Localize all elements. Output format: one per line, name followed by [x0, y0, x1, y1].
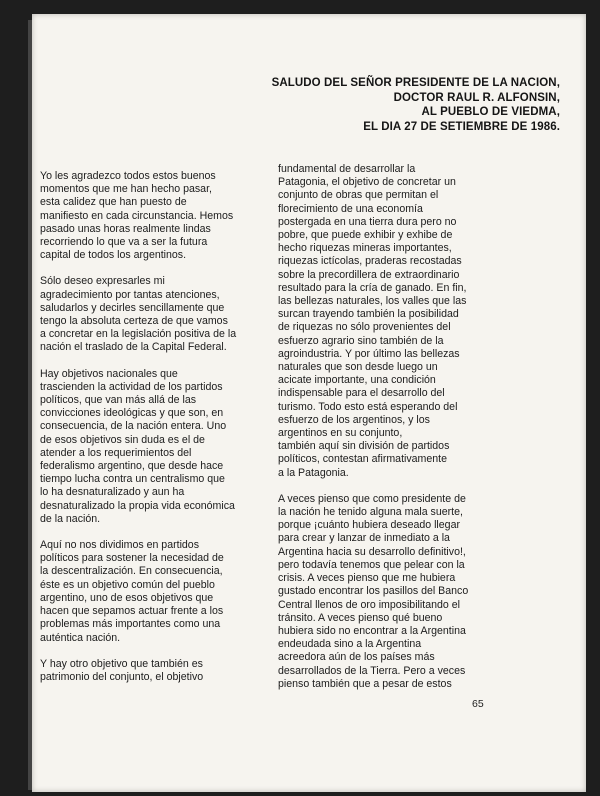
text-line: la nación he tenido alguna mala suerte,: [278, 506, 463, 519]
text-line: pasado unas horas realmente lindas: [40, 222, 211, 235]
text-line: esfuerzo agrario sino también de la: [278, 334, 444, 347]
left-column: [40, 170, 272, 697]
text-line: para crear y lanzar de inmediato a la: [278, 532, 450, 545]
text-line: Aquí no nos dividimos en partidos: [40, 539, 199, 552]
text-line: consecuencia, de la nación entera. Uno: [40, 420, 227, 433]
text-line: de riquezas no sólo provenientes del: [278, 321, 451, 334]
text-line: recorriendo lo que va a ser la futura: [40, 236, 208, 249]
text-line: agradecimiento por tantas atenciones,: [40, 288, 220, 301]
paragraph: [40, 539, 272, 645]
text-line: nación el traslado de la Capital Federal.: [40, 341, 227, 354]
text-line: endeudada sino a la Argentina: [278, 638, 422, 651]
text-line: Y hay otro objetivo que también es: [40, 657, 203, 670]
page-number: 65: [472, 698, 484, 710]
text-line: la descentralización. En consecuencia,: [40, 565, 223, 578]
text-line: pienso también que a pesar de estos: [278, 677, 452, 690]
text-line: pobre, que puede exhibir y exhibe de: [278, 229, 453, 242]
text-line: convicciones ideológicas y que son, en: [40, 407, 224, 420]
text-line: auténtica nación.: [40, 631, 121, 644]
text-line: a la Patagonia.: [278, 466, 349, 479]
text-line: argentinos en su conjunto,: [278, 427, 403, 440]
heading-line: DOCTOR RAUL R. ALFONSIN,: [393, 91, 560, 104]
text-line: fundamental de desarrollar la: [278, 163, 416, 175]
text-line: políticos para sostener la necesidad de: [40, 552, 224, 565]
heading-line: AL PUEBLO DE VIEDMA,: [421, 106, 560, 118]
text-line: saludarlos y decirles sencillamente que: [40, 301, 225, 314]
text-line: desarrollados de la Tierra. Pero a veces: [278, 664, 466, 677]
text-line: florecimiento de una economía: [278, 202, 423, 215]
text-line: tránsito. A veces pienso qué bueno: [278, 611, 443, 624]
text-line: turismo. Todo esto está esperando del: [278, 400, 458, 413]
text-line: tengo la absoluta certeza de que vamos: [40, 315, 228, 328]
text-line: tiempo lucha contra un centralismo que: [40, 473, 225, 486]
right-column: [278, 163, 516, 704]
paragraph: [40, 368, 272, 526]
text-line: éste es un objetivo común del pueblo: [40, 578, 215, 591]
text-line: políticos, que van más allá de las: [40, 394, 197, 407]
text-line: postergada en una tierra dura pero no: [278, 215, 457, 228]
paragraph: [40, 170, 272, 262]
text-line: resultado para la cría de ganado. En fin,: [278, 281, 467, 294]
text-line: porque ¡cuánto hubiera deseado llegar: [278, 519, 460, 532]
text-line: agroindustria. Y por último las bellezas: [278, 347, 460, 360]
text-line: atender a los requerimientos del: [40, 446, 192, 459]
paragraph: [278, 163, 516, 480]
text-line: trascienden la actividad de los partidos: [40, 380, 223, 393]
text-line: Patagonia, el objetivo de concretar un: [278, 176, 456, 189]
text-line: Argentina hacia su desarrollo definitivo!,: [278, 545, 466, 558]
text-line: hacen que sepamos actuar frente a los: [40, 605, 224, 618]
speech-heading: [80, 76, 560, 134]
text-line: también aquí sin división de partidos: [278, 440, 450, 453]
text-line: Sólo deseo expresarles mi: [40, 275, 165, 288]
text-line: de la nación.: [40, 512, 101, 525]
text-line: A veces pienso que como presidente de: [278, 492, 466, 505]
paragraph: [278, 493, 516, 691]
text-line: esta calidez que han puesto de: [40, 196, 187, 209]
text-line: indispensable para el desarrollo del: [278, 387, 445, 400]
heading-line: EL DIA 27 DE SETIEMBRE DE 1986.: [363, 120, 560, 133]
text-line: problemas más importantes como una: [40, 618, 221, 631]
text-line: esfuerzo de los argentinos, y los: [278, 413, 430, 426]
text-line: Hay objetivos nacionales que: [40, 367, 178, 380]
text-line: patrimonio del conjunto, el objetivo: [40, 670, 204, 683]
text-line: crisis. A veces pienso que me hubiera: [278, 572, 456, 585]
text-line: acicate importante, una condición: [278, 374, 436, 387]
paragraph: [40, 658, 272, 684]
text-line: manifiesto en cada circunstancia. Hemos: [40, 209, 234, 222]
text-line: hecho riquezas mineras importantes,: [278, 242, 452, 255]
text-line: momentos que me han hecho pasar,: [40, 183, 212, 196]
text-line: federalismo argentino, que desde hace: [40, 460, 224, 473]
text-line: de esos objetivos sin duda es el de: [40, 433, 205, 446]
text-line: desnaturalizado la propia vida económica: [40, 499, 235, 512]
text-line: argentino, uno de esos objetivos que: [40, 591, 214, 604]
text-line: Yo les agradezco todos estos buenos: [40, 170, 216, 182]
text-line: riquezas ictícolas, praderas recostadas: [278, 255, 462, 268]
text-line: hubiera sido no encontrar a la Argentina: [278, 624, 466, 637]
text-line: naturales que son desde luego un: [278, 361, 438, 374]
text-line: acreedora aún de los países más: [278, 651, 435, 664]
heading-line: SALUDO DEL SEÑOR PRESIDENTE DE LA NACION,: [271, 77, 560, 89]
text-line: capital de todos los argentinos.: [40, 249, 187, 262]
text-line: pero todavía tenemos que pelear con la: [278, 558, 465, 571]
text-line: a concretar en la legislación positiva de la: [40, 328, 237, 341]
paragraph: [40, 275, 272, 354]
text-line: surcan trayendo también la posibilidad: [278, 308, 459, 321]
text-line: conjunto de obras que permitan el: [278, 189, 439, 202]
text-line: sobre la precordillera de extraordinario: [278, 268, 460, 281]
text-line: lo ha desnaturalizado y aun ha: [40, 486, 185, 499]
text-line: Central llenos de oro imposibilitando el: [278, 598, 460, 611]
text-line: las bellezas naturales, los valles que las: [278, 295, 467, 308]
text-line: políticos, contestan afirmativamente: [278, 453, 447, 466]
text-line: gustado encontrar los pasillos del Banco: [278, 585, 469, 598]
